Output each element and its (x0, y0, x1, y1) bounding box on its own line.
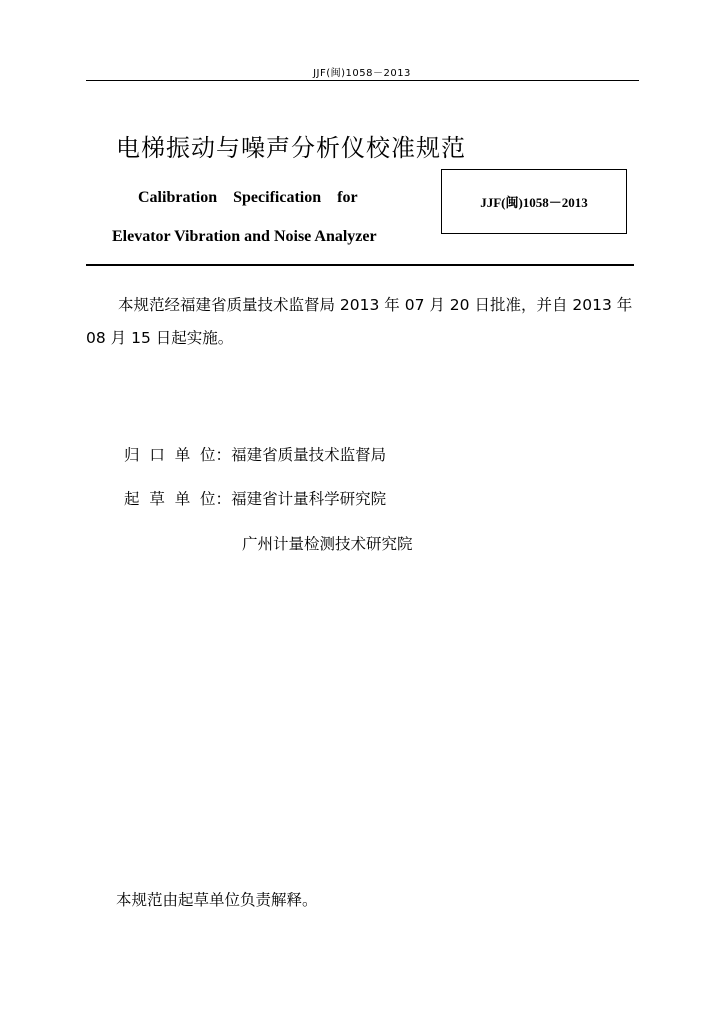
english-title-line-1: Calibration Specification for (138, 189, 358, 206)
responsible-unit-value: 福建省质量技术监督局 (231, 446, 387, 464)
header-rule (86, 80, 639, 81)
drafting-unit-label: 起 草 单 位： (124, 490, 232, 508)
responsible-unit-label: 归 口 单 位： (124, 446, 232, 464)
drafting-unit-value-2: 广州计量检测技术研究院 (242, 535, 413, 553)
drafting-unit-row (124, 487, 386, 509)
document-title: 电梯振动与噪声分析仪校准规范 (116, 134, 466, 162)
responsible-unit-row (124, 443, 386, 465)
drafting-unit-value-1: 福建省计量科学研究院 (231, 490, 387, 508)
running-header: JJF(闽)1058－2013 (313, 68, 411, 79)
standard-code: JJF(闽)1058－2013 (480, 195, 588, 210)
english-title-line-2: Elevator Vibration and Noise Analyzer (112, 228, 377, 245)
approval-statement: 本规范经福建省质量技术监督局 2013 年 07 月 20 日批准，并自 2013 年 08 月 15 日起实施。 (86, 296, 633, 347)
title-divider (86, 264, 634, 266)
interpretation-note: 本规范由起草单位负责解释。 (116, 891, 318, 909)
standard-code-box (441, 169, 627, 234)
